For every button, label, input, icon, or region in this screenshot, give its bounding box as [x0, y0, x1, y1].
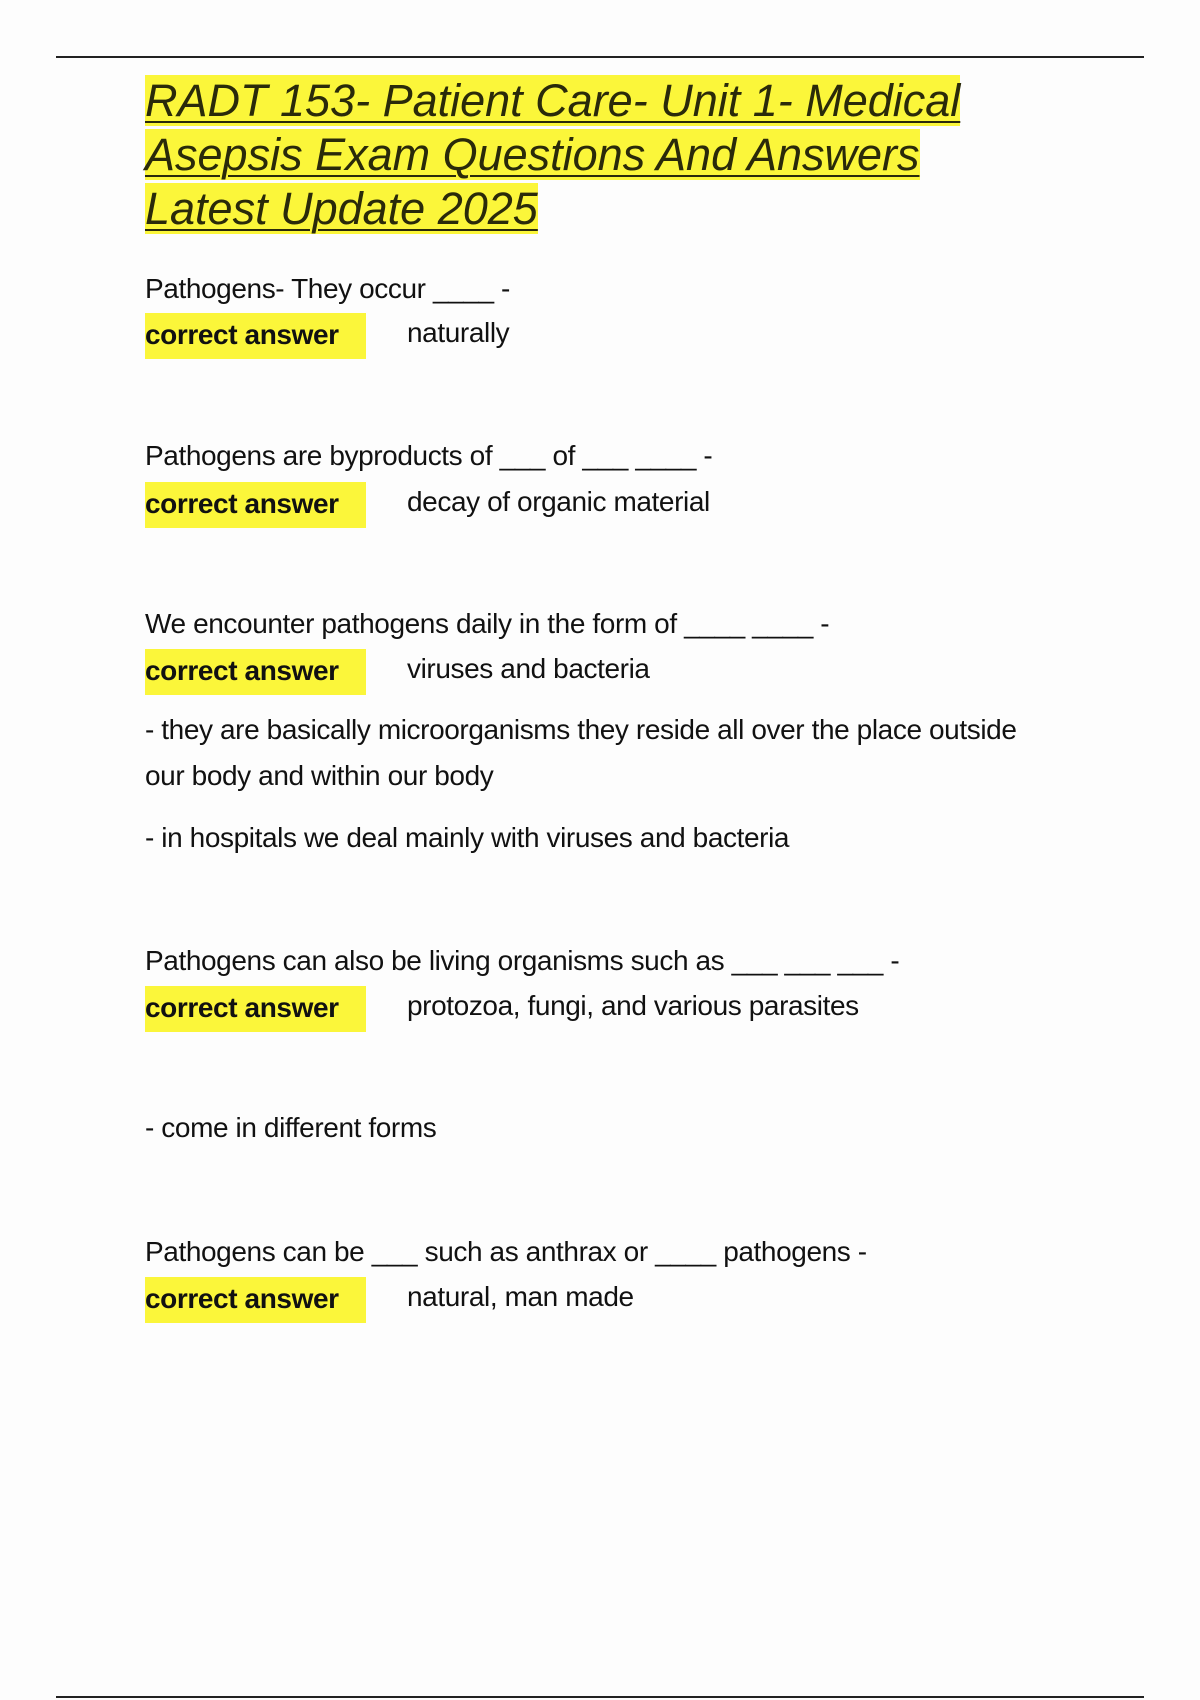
correct-answer-label: correct answer: [145, 1277, 366, 1323]
title-line-1: RADT 153- Patient Care- Unit 1- Medical: [145, 75, 961, 126]
answer-1: naturally: [407, 317, 510, 348]
question-1: Pathogens- They occur ____ -: [145, 273, 510, 304]
answer-row-1: [145, 313, 1045, 359]
note-3: - come in different forms: [145, 1112, 437, 1143]
title-line-3: Latest Update 2025: [145, 183, 538, 234]
question-2: Pathogens are byproducts of ___ of ___ ____ -: [145, 440, 713, 471]
question-3: We encounter pathogens daily in the form of ____ ____ -: [145, 608, 830, 639]
answer-row-2: [145, 482, 1045, 528]
correct-answer-label: correct answer: [145, 482, 366, 528]
correct-answer-label: correct answer: [145, 313, 366, 359]
question-4: Pathogens can also be living organisms such as ___ ___ ___ -: [145, 945, 900, 976]
correct-answer-label: correct answer: [145, 649, 366, 695]
question-5: Pathogens can be ___ such as anthrax or ____ pathogens -: [145, 1236, 867, 1267]
title-line-2: Asepsis Exam Questions And Answers: [145, 129, 920, 180]
bottom-rule: [56, 1696, 1144, 1698]
answer-row-3: [145, 649, 1045, 695]
answer-2: decay of organic material: [407, 486, 710, 517]
note-1: - they are basically microorganisms they reside all over the place outside our body and within our body: [145, 714, 1017, 791]
document-title: [145, 74, 1125, 236]
correct-answer-label: correct answer: [145, 986, 366, 1032]
answer-row-5: [145, 1277, 1045, 1323]
top-rule: [56, 56, 1144, 58]
answer-row-4: [145, 986, 1045, 1032]
answer-4: protozoa, fungi, and various parasites: [407, 990, 859, 1021]
note-2: - in hospitals we deal mainly with viruses and bacteria: [145, 822, 790, 853]
answer-3: viruses and bacteria: [407, 653, 650, 684]
answer-5: natural, man made: [407, 1281, 634, 1312]
